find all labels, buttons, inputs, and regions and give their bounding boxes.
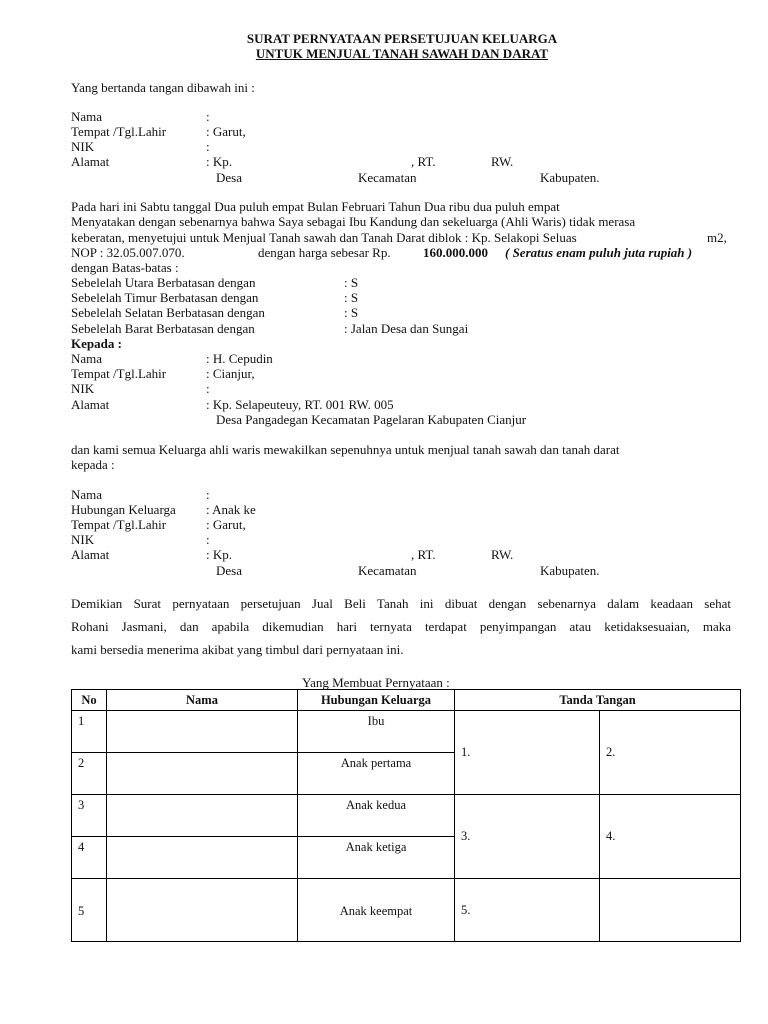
signature-cell-2: 2.: [600, 711, 741, 795]
party2-ttl-label: Tempat /Tgl.Lahir: [71, 517, 167, 532]
signature-cell-6: [600, 879, 741, 942]
row-no: 4: [72, 837, 107, 879]
border-east-value: : S: [344, 290, 359, 305]
party1-nama-label: Nama: [71, 109, 103, 124]
signature-cell-3: 3.: [455, 795, 600, 879]
party2-hub-value: : Anak ke: [206, 502, 256, 517]
party2-hub-label: Hubungan Keluarga: [71, 502, 176, 517]
party1-ttl-label: Tempat /Tgl.Lahir: [71, 124, 167, 139]
row-hubungan: Anak pertama: [298, 753, 455, 795]
signature-cell-1: 1.: [455, 711, 600, 795]
closing-paragraph: [71, 592, 731, 661]
signers-caption: Yang Membuat Pernyataan :: [302, 675, 450, 690]
kepada-alamat-line2: Desa Pangadegan Kecamatan Pagelaran Kabupaten Cianjur: [216, 412, 527, 427]
party2-kecamatan: Kecamatan: [358, 563, 417, 578]
row-hubungan: Ibu: [298, 711, 455, 753]
row-nama: [107, 753, 298, 795]
row-nama: [107, 879, 298, 942]
delegation-line1: dan kami semua Keluarga ahli waris mewakilkan sepenuhnya untuk menjual tanah sawah dan tanah darat: [71, 442, 620, 457]
party1-kabupaten: Kabupaten.: [540, 170, 600, 185]
header-nama: Nama: [107, 690, 298, 711]
kepada-ttl-value: : Cianjur,: [206, 366, 255, 381]
party2-desa: Desa: [216, 563, 242, 578]
border-north-value: : S: [344, 275, 359, 290]
closing-line1: Demikian Surat pernyataan persetujuan Jual Beli Tanah ini dibuat dengan sebenarnya dalam keadaan sehat: [71, 596, 731, 611]
kepada-alamat-value: : Kp. Selapeuteuy, RT. 001 RW. 005: [206, 397, 394, 412]
party1-alamat-label: Alamat: [71, 154, 110, 169]
party1-alamat-value: : Kp.: [206, 154, 232, 169]
kepada-alamat-label: Alamat: [71, 397, 110, 412]
delegation-line2: kepada :: [71, 457, 115, 472]
header-tanda-tangan: Tanda Tangan: [455, 690, 741, 711]
statement-price-label: dengan harga sebesar Rp.: [258, 245, 391, 260]
table-row: [72, 711, 741, 753]
party2-nik-value: :: [206, 532, 210, 547]
row-no: 2: [72, 753, 107, 795]
party2-rw: RW.: [491, 547, 514, 562]
party2-nama-value: :: [206, 487, 210, 502]
party1-nama-value: :: [206, 109, 210, 124]
statement-borders-intro: dengan Batas-batas :: [71, 260, 179, 275]
party2-nama-label: Nama: [71, 487, 103, 502]
party1-rw: RW.: [491, 154, 514, 169]
border-east-label: Sebelelah Timur Berbatasan dengan: [71, 290, 259, 305]
border-south-label: Sebelelah Selatan Berbatasan dengan: [71, 305, 265, 320]
border-west-label: Sebelelah Barat Berbatasan dengan: [71, 321, 255, 336]
statement-price: 160.000.000: [423, 245, 488, 260]
closing-line3: kami bersedia menerima akibat yang timbul dari pernyataan ini.: [71, 642, 404, 657]
statement-line2: Menyatakan dengan sebenarnya bahwa Saya sebagai Ibu Kandung dan sekeluarga (Ahli Waris) tidak merasa: [71, 214, 636, 229]
header-no: No: [72, 690, 107, 711]
row-hubungan: Anak kedua: [298, 795, 455, 837]
table-row: [72, 795, 741, 837]
kepada-nama-label: Nama: [71, 351, 103, 366]
party1-rt: , RT.: [411, 154, 436, 169]
kepada-nik-value: :: [206, 381, 210, 396]
row-hubungan: Anak ketiga: [298, 837, 455, 879]
statement-line3: keberatan, menyetujui untuk Menjual Tanah sawah dan Tanah Darat diblok : Kp. Selakopi Seluas: [71, 230, 577, 245]
intro-text: Yang bertanda tangan dibawah ini :: [71, 80, 255, 95]
row-hubungan: Anak keempat: [298, 879, 455, 942]
party1-kecamatan: Kecamatan: [358, 170, 417, 185]
border-south-value: : S: [344, 305, 359, 320]
statement-line1: Pada hari ini Sabtu tanggal Dua puluh empat Bulan Februari Tahun Dua ribu dua puluh empat: [71, 199, 560, 214]
statement-nop: NOP : 32.05.007.070.: [71, 245, 185, 260]
party2-rt: , RT.: [411, 547, 436, 562]
closing-line2: Rohani Jasmani, dan apabila dikemudian hari ternyata terdapat penyimpangan atau ketidaksesuaian, maka: [71, 619, 731, 634]
border-north-label: Sebelelah Utara Berbatasan dengan: [71, 275, 256, 290]
party1-nik-label: NIK: [71, 139, 95, 154]
row-no: 5: [72, 879, 107, 942]
signature-cell-4: 4.: [600, 795, 741, 879]
kepada-heading: Kepada :: [71, 336, 122, 351]
kepada-nik-label: NIK: [71, 381, 95, 396]
kepada-nama-value: : H. Cepudin: [206, 351, 273, 366]
row-nama: [107, 837, 298, 879]
table-row: [72, 879, 741, 942]
kepada-ttl-label: Tempat /Tgl.Lahir: [71, 366, 167, 381]
statement-price-words: ( Seratus enam puluh juta rupiah ): [505, 245, 693, 260]
row-no: 3: [72, 795, 107, 837]
party1-ttl-value: : Garut,: [206, 124, 246, 139]
party1-desa: Desa: [216, 170, 242, 185]
document-subtitle: UNTUK MENJUAL TANAH SAWAH DAN DARAT: [255, 46, 549, 61]
row-no: 1: [72, 711, 107, 753]
table-header-row: [72, 690, 741, 711]
header-hubungan: Hubungan Keluarga: [298, 690, 455, 711]
party2-nik-label: NIK: [71, 532, 95, 547]
document-title: SURAT PERNYATAAN PERSETUJUAN KELUARGA: [246, 31, 558, 46]
signature-cell-5: 5.: [455, 879, 600, 942]
border-west-value: : Jalan Desa dan Sungai: [344, 321, 469, 336]
signature-table: [71, 689, 741, 942]
party2-ttl-value: : Garut,: [206, 517, 246, 532]
party2-kabupaten: Kabupaten.: [540, 563, 600, 578]
statement-line3-end: m2,: [707, 230, 727, 245]
row-nama: [107, 795, 298, 837]
party2-alamat-value: : Kp.: [206, 547, 232, 562]
party1-nik-value: :: [206, 139, 210, 154]
row-nama: [107, 711, 298, 753]
party2-alamat-label: Alamat: [71, 547, 110, 562]
